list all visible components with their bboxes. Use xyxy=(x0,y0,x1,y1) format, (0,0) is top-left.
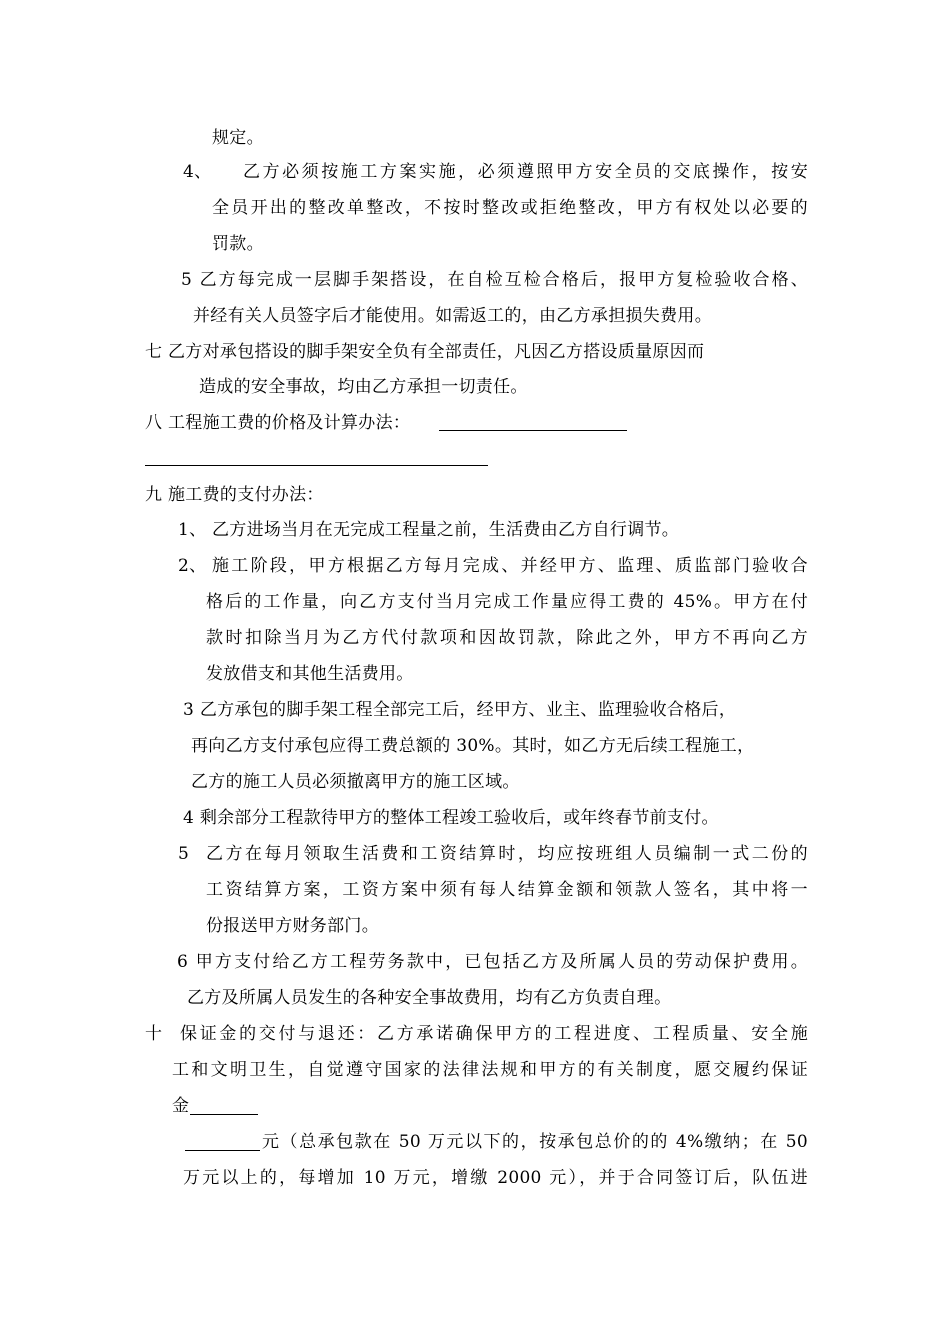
text-line: 乙方的施工人员必须撤离甲方的施工区域。 xyxy=(191,772,520,792)
text-line: 格后的工作量，向乙方支付当月完成工作量应得工费的 45%。甲方在付 xyxy=(206,592,808,612)
text-line: 发放借支和其他生活费用。 xyxy=(206,664,414,684)
text-line: 全员开出的整改单整改，不按时整改或拒绝整改，甲方有权处以必要的 xyxy=(212,198,808,218)
text-line: 4 剩余部分工程款待甲方的整体工程竣工验收后，或年终春节前支付。 xyxy=(183,808,719,828)
text-line: 造成的安全事故，均由乙方承担一切责任。 xyxy=(199,377,528,397)
blank-underline xyxy=(145,465,488,466)
text-line: 金 xyxy=(172,1096,190,1116)
item-number: 4、 xyxy=(183,162,212,182)
text-line: 款时扣除当月为乙方代付款项和因故罚款，除此之外，甲方不再向乙方 xyxy=(206,628,808,648)
item-number: 2、 xyxy=(178,556,207,576)
text-line: 再向乙方支付承包应得工费总额的 30%。其时，如乙方无后续工程施工， xyxy=(191,736,755,756)
text-line: 施工阶段，甲方根据乙方每月完成、并经甲方、监理、质监部门验收合 xyxy=(212,556,808,576)
text-line: 乙方在每月领取生活费和工资结算时，均应按班组人员编制一式二份的 xyxy=(206,844,808,864)
text-line: 3 乙方承包的脚手架工程全部完工后，经甲方、业主、监理验收合格后， xyxy=(183,700,737,720)
text-line: 工和文明卫生，自觉遵守国家的法律法规和甲方的有关制度，愿交履约保证 xyxy=(172,1060,808,1080)
text-line: 元（总承包款在 50 万元以下的，按承包总价的的 4%缴纳；在 50 xyxy=(262,1132,808,1152)
section-heading: 七 乙方对承包搭设的脚手架安全负有全部责任，凡因乙方搭设质量原因而 xyxy=(145,342,705,362)
text-line: 6 甲方支付给乙方工程劳务款中，已包括乙方及所属人员的劳动保护费用。 xyxy=(177,952,808,972)
text-line: 保证金的交付与退还：乙方承诺确保甲方的工程进度、工程质量、安全施 xyxy=(180,1024,808,1044)
text-line: 乙方必须按施工方案实施，必须遵照甲方安全员的交底操作，按安 xyxy=(243,162,808,182)
text-line: 乙方及所属人员发生的各种安全事故费用，均有乙方负责自理。 xyxy=(187,988,672,1008)
item-number: 1、 xyxy=(178,520,207,540)
section-heading: 九 施工费的支付办法： xyxy=(145,485,324,505)
text-line: 并经有关人员签字后才能使用。如需返工的，由乙方承担损失费用。 xyxy=(193,306,712,326)
text-line: 工资结算方案，工资方案中须有每人结算金额和领款人签名，其中将一 xyxy=(206,880,808,900)
section-heading: 八 工程施工费的价格及计算办法： xyxy=(145,413,411,433)
section-heading-number: 十 xyxy=(145,1024,163,1044)
blank-underline xyxy=(439,430,627,431)
blank-underline xyxy=(185,1150,260,1151)
blank-underline xyxy=(190,1114,258,1115)
text-line: 乙方进场当月在无完成工程量之前，生活费由乙方自行调节。 xyxy=(212,520,680,540)
item-number: 5 xyxy=(178,844,190,864)
text-line: 5 乙方每完成一层脚手架搭设，在自检互检合格后，报甲方复检验收合格、 xyxy=(181,270,808,290)
text-line: 罚款。 xyxy=(212,234,264,254)
text-line: 规定。 xyxy=(212,128,264,148)
text-line: 份报送甲方财务部门。 xyxy=(206,916,379,936)
text-line: 万元以上的，每增加 10 万元，增缴 2000 元），并于合同签订后，队伍进 xyxy=(183,1168,808,1188)
